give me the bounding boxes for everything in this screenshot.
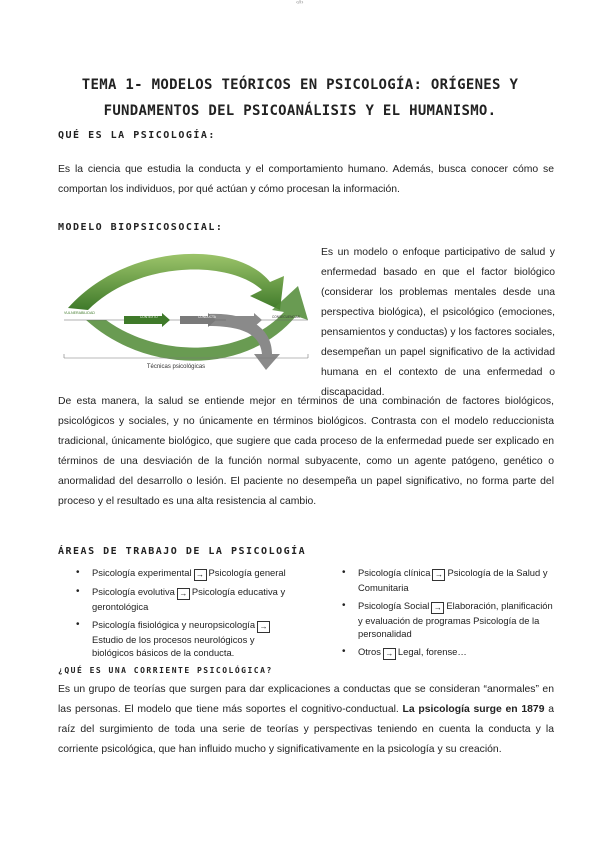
arrow-icon: → xyxy=(431,602,444,614)
list-item: • Psicología clínica → Psicología de la Salud y Comunitaria xyxy=(340,566,554,595)
paragraph-corriente: Es un grupo de teorías que surgen para dar explicaciones a conductas que se consideran “anormales” en las personas. El modelo que tiene más soportes el cognitivo-conductual. La psicología surge en 1879 a raíz del surgimiento de toda una serie de teorías y perspectivas teniendo en cuenta la conducta y la corriente psicológica, que han influido mucho y significativamente en la psicología y su creación. xyxy=(58,684,554,755)
figure-caption: Técnicas psicológicas xyxy=(146,364,206,370)
paragraph-modelo-lado: Es un modelo o enfoque participativo de salud y enfermedad basado en que el factor biológico (considerar los problemas mentales desde una perspectiva biológica), el psicológico (emociones, pensamientos y conductas) y los factores sociales, desempeñan un papel significativo de la actividad humana en el contexto de una enfermedad o discapacidad. xyxy=(321,247,555,398)
list-item: • Otros → Legal, forense… xyxy=(340,645,554,660)
flow-label-2: CONTEXTO xyxy=(140,315,158,319)
green-arc-top xyxy=(68,254,284,310)
page-title: TEMA 1- MODELOS TEÓRICOS EN PSICOLOGÍA: ORÍGENES Y FUNDAMENTOS DEL PSICOANÁLISIS Y EL HUMANISMO. xyxy=(81,77,519,119)
areas-list-right xyxy=(340,566,554,664)
list-item: • Psicología experimental → Psicología general xyxy=(74,566,292,581)
arrow-icon: → xyxy=(177,588,190,600)
paragraph-modelo: De esta manera, la salud se entiende mejor en términos de una combinación de factores biológicos, psicológicos y sociales, y no únicamente en términos biológicos. Contrasta con el modelo reduccionista tradicional, únicamente biológico, que sugiere que cada proceso de la enfermedad puede ser explicado en términos de una desviación de la función normal subyacente, como un agente patógeno, genético o anormalidad del desarrollo o lesión. El paciente no desempeña un papel significativo, no forma parte del proceso y el resultado es una alta resistencia al cambio. xyxy=(58,396,554,507)
arrow-icon: → xyxy=(257,621,270,633)
heading-modelo-biopsicosocial: MODELO BIOPSICOSOCIAL: xyxy=(58,222,224,233)
areas-list-left xyxy=(74,566,292,664)
list-item: • Psicología Social → Elaboración, planificación y evaluación de programas Psicología de la personalidad xyxy=(340,599,554,641)
highlight-1879: La psicología surge en 1879 xyxy=(402,704,545,715)
flow-label-3: CONDUCTA xyxy=(198,315,216,319)
page-mark: ‹#› xyxy=(296,0,304,6)
flow-label-1: VULNERABILIDAD xyxy=(64,311,95,315)
biopsychosocial-diagram xyxy=(58,246,316,388)
heading-areas-trabajo: ÁREAS DE TRABAJO DE LA PSICOLOGÍA xyxy=(58,546,307,557)
arrow-icon: → xyxy=(383,648,396,660)
heading-que-es: QUÉ ES LA PSICOLOGÍA: xyxy=(58,130,216,141)
flow-label-4: CONSECUENCIAS xyxy=(272,315,300,319)
arrow-icon: → xyxy=(194,569,207,581)
arrow-icon: → xyxy=(432,569,445,581)
list-item: • Psicología evolutiva → Psicología educativa y gerontológica xyxy=(74,585,292,614)
list-item: • Psicología fisiológica y neuropsicología →Estudio de los procesos neurológicos y biológicos básicos de la conducta. xyxy=(74,618,292,660)
heading-corriente: ¿QUÉ ES UNA CORRIENTE PSICOLÓGICA? xyxy=(58,666,273,675)
paragraph-definicion: Es la ciencia que estudia la conducta y el comportamiento humano. Además, busca conocer cómo se comportan los individuos, por qué actúan y cómo procesan la información. xyxy=(58,164,554,195)
